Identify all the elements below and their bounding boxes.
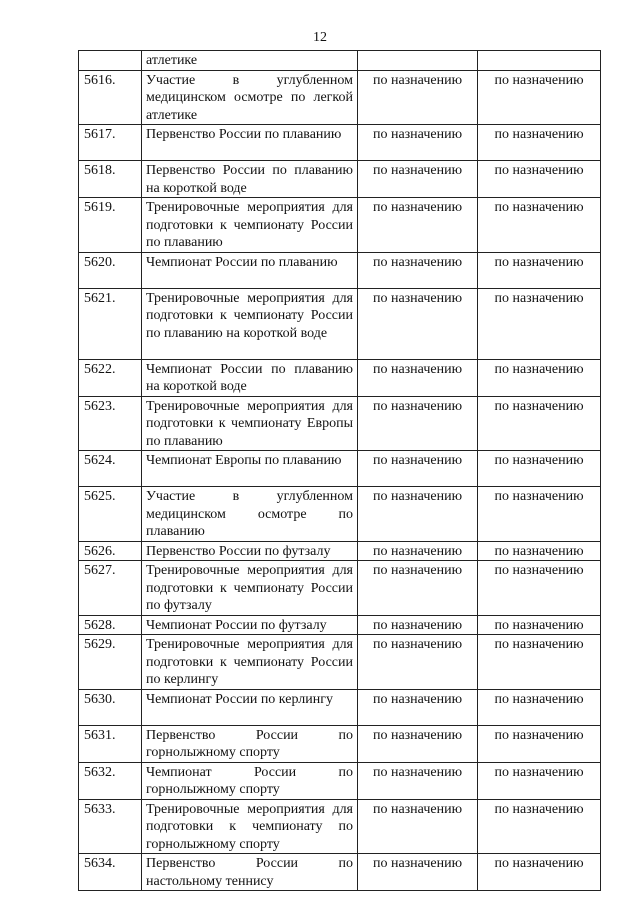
value-cell-a: по назначению	[358, 451, 478, 487]
event-name: Первенство России по футзалу	[142, 541, 358, 561]
value-cell-a: по назначению	[358, 288, 478, 359]
table-row	[79, 689, 601, 725]
event-name: Тренировочные мероприятия для подготовки к чемпионату России по плаванию	[142, 198, 358, 253]
value-cell-b: по назначению	[478, 635, 601, 690]
value-cell-a: по назначению	[358, 854, 478, 891]
event-name: Первенство России по плаванию	[142, 125, 358, 161]
table-row	[79, 252, 601, 288]
table-row	[79, 288, 601, 359]
value-cell-a: по назначению	[358, 689, 478, 725]
event-name: Первенство России по настольному теннису	[142, 854, 358, 891]
table-row	[79, 487, 601, 542]
event-name: Тренировочные мероприятия для подготовки к чемпионату России по футзалу	[142, 561, 358, 616]
event-name: Участие в углубленном медицинском осмотре по легкой атлетике	[142, 70, 358, 125]
table-row	[79, 615, 601, 635]
event-name: Чемпионат России по плаванию	[142, 252, 358, 288]
value-cell-b: по назначению	[478, 854, 601, 891]
row-number	[79, 51, 142, 71]
value-cell-a: по назначению	[358, 635, 478, 690]
event-name: Первенство России по горнолыжному спорту	[142, 725, 358, 762]
row-number: 5633.	[79, 799, 142, 854]
row-number: 5629.	[79, 635, 142, 690]
event-name: Тренировочные мероприятия для подготовки к чемпионату Европы по плаванию	[142, 396, 358, 451]
table-row	[79, 396, 601, 451]
value-cell-b: по назначению	[478, 396, 601, 451]
table-row	[79, 725, 601, 762]
value-cell-a: по назначению	[358, 799, 478, 854]
row-number: 5620.	[79, 252, 142, 288]
value-cell-b: по назначению	[478, 198, 601, 253]
table-row	[79, 359, 601, 396]
row-number: 5624.	[79, 451, 142, 487]
row-number: 5628.	[79, 615, 142, 635]
value-cell-b: по назначению	[478, 451, 601, 487]
event-name: Тренировочные мероприятия для подготовки к чемпионату по горнолыжному спорту	[142, 799, 358, 854]
row-number: 5631.	[79, 725, 142, 762]
row-number: 5618.	[79, 161, 142, 198]
row-number: 5634.	[79, 854, 142, 891]
row-number: 5622.	[79, 359, 142, 396]
table-row	[79, 198, 601, 253]
value-cell-a: по назначению	[358, 615, 478, 635]
row-number: 5621.	[79, 288, 142, 359]
value-cell-a: по назначению	[358, 762, 478, 799]
event-name: атлетике	[142, 51, 358, 71]
event-name: Первенство России по плаванию на короткой воде	[142, 161, 358, 198]
value-cell-a	[358, 51, 478, 71]
value-cell-b: по назначению	[478, 725, 601, 762]
table-row	[79, 451, 601, 487]
event-name: Чемпионат России по горнолыжному спорту	[142, 762, 358, 799]
value-cell-b: по назначению	[478, 125, 601, 161]
event-name: Чемпионат России по футзалу	[142, 615, 358, 635]
value-cell-a: по назначению	[358, 252, 478, 288]
value-cell-b: по назначению	[478, 541, 601, 561]
event-name: Чемпионат России по керлингу	[142, 689, 358, 725]
table-row	[79, 51, 601, 71]
table-row	[79, 854, 601, 891]
value-cell-b: по назначению	[478, 359, 601, 396]
event-name: Участие в углубленном медицинском осмотре по плаванию	[142, 487, 358, 542]
row-number: 5632.	[79, 762, 142, 799]
table-row	[79, 561, 601, 616]
value-cell-a: по назначению	[358, 125, 478, 161]
value-cell-b: по назначению	[478, 799, 601, 854]
value-cell-b: по назначению	[478, 252, 601, 288]
value-cell-a: по назначению	[358, 396, 478, 451]
table-row	[79, 635, 601, 690]
value-cell-b: по назначению	[478, 762, 601, 799]
row-number: 5625.	[79, 487, 142, 542]
value-cell-a: по назначению	[358, 725, 478, 762]
row-number: 5617.	[79, 125, 142, 161]
table-row	[79, 125, 601, 161]
table-row	[79, 70, 601, 125]
table-row	[79, 799, 601, 854]
value-cell-b: по назначению	[478, 689, 601, 725]
row-number: 5619.	[79, 198, 142, 253]
event-name: Тренировочные мероприятия для подготовки к чемпионату России по плаванию на короткой воде	[142, 288, 358, 359]
value-cell-a: по назначению	[358, 487, 478, 542]
value-cell-b: по назначению	[478, 561, 601, 616]
value-cell-a: по назначению	[358, 359, 478, 396]
value-cell-b	[478, 51, 601, 71]
row-number: 5626.	[79, 541, 142, 561]
table-row	[79, 762, 601, 799]
table-row	[79, 541, 601, 561]
value-cell-a: по назначению	[358, 561, 478, 616]
value-cell-b: по назначению	[478, 615, 601, 635]
page-number: 12	[313, 30, 327, 45]
row-number: 5623.	[79, 396, 142, 451]
events-table	[78, 50, 601, 891]
event-name: Чемпионат России по плаванию на короткой воде	[142, 359, 358, 396]
value-cell-a: по назначению	[358, 198, 478, 253]
value-cell-b: по назначению	[478, 288, 601, 359]
value-cell-b: по назначению	[478, 70, 601, 125]
row-number: 5616.	[79, 70, 142, 125]
event-name: Тренировочные мероприятия для подготовки к чемпионату России по керлингу	[142, 635, 358, 690]
value-cell-a: по назначению	[358, 161, 478, 198]
value-cell-a: по назначению	[358, 70, 478, 125]
value-cell-b: по назначению	[478, 487, 601, 542]
value-cell-b: по назначению	[478, 161, 601, 198]
event-name: Чемпионат Европы по плаванию	[142, 451, 358, 487]
table-row	[79, 161, 601, 198]
row-number: 5630.	[79, 689, 142, 725]
row-number: 5627.	[79, 561, 142, 616]
value-cell-a: по назначению	[358, 541, 478, 561]
